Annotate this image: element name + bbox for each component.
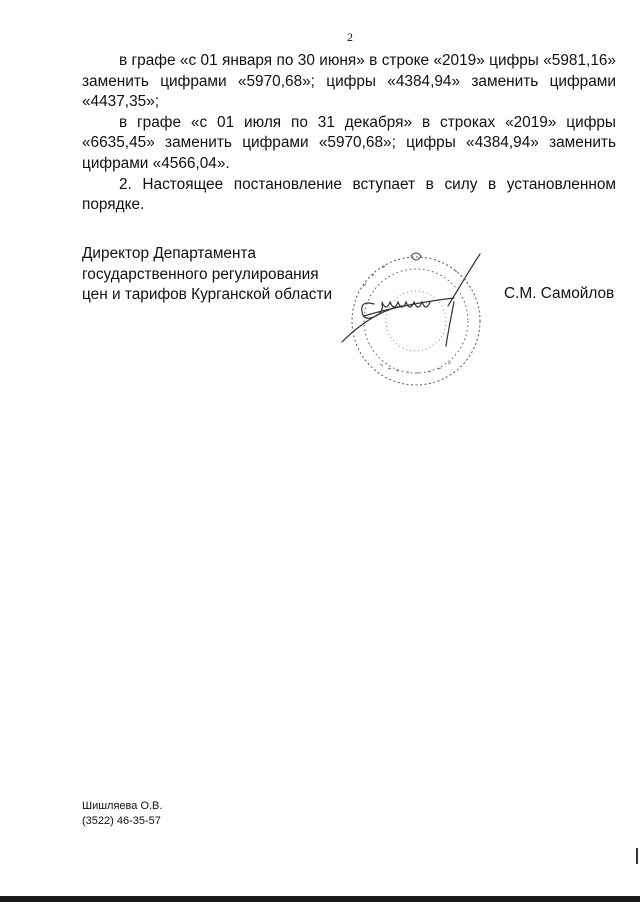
seal-inner-ring [364, 269, 468, 373]
page-number: 2 [347, 30, 353, 44]
executor-info [82, 799, 162, 829]
executor-phone: (3522) 46-35-57 [82, 815, 161, 827]
scan-edge-mark [636, 848, 638, 864]
position-line: цен и тарифов Курганской области [82, 286, 333, 304]
paragraph: 2. Настоящее постановление вступает в силу в установленном порядке. [82, 175, 616, 214]
position-line: Директор Департамента [82, 245, 256, 262]
body-text [82, 51, 616, 216]
paragraph: в графе «с 01 июля по 31 декабря» в строках «2019» цифры «6635,45» заменить цифрами «5970,68»; цифры «4384,94» заменить цифрами «4566,04». [82, 113, 616, 172]
signatory-position [82, 244, 342, 306]
seal-outer-ring [352, 257, 480, 385]
coat-of-arms-icon [411, 253, 421, 260]
official-seal-with-signature [336, 246, 496, 396]
handwritten-signature [342, 254, 480, 346]
executor-name: Шишляева О.В. [82, 800, 163, 812]
paragraph: в графе «с 01 января по 30 июня» в строке «2019» цифры «5981,16» заменить цифрами «5970,68»; цифры «4384,94» заменить цифрами «4437,35»; [82, 52, 616, 111]
position-line: государственного регулирования [82, 265, 319, 283]
scan-bottom-border [0, 896, 640, 902]
signer-name: С.М. Самойлов [504, 285, 615, 302]
